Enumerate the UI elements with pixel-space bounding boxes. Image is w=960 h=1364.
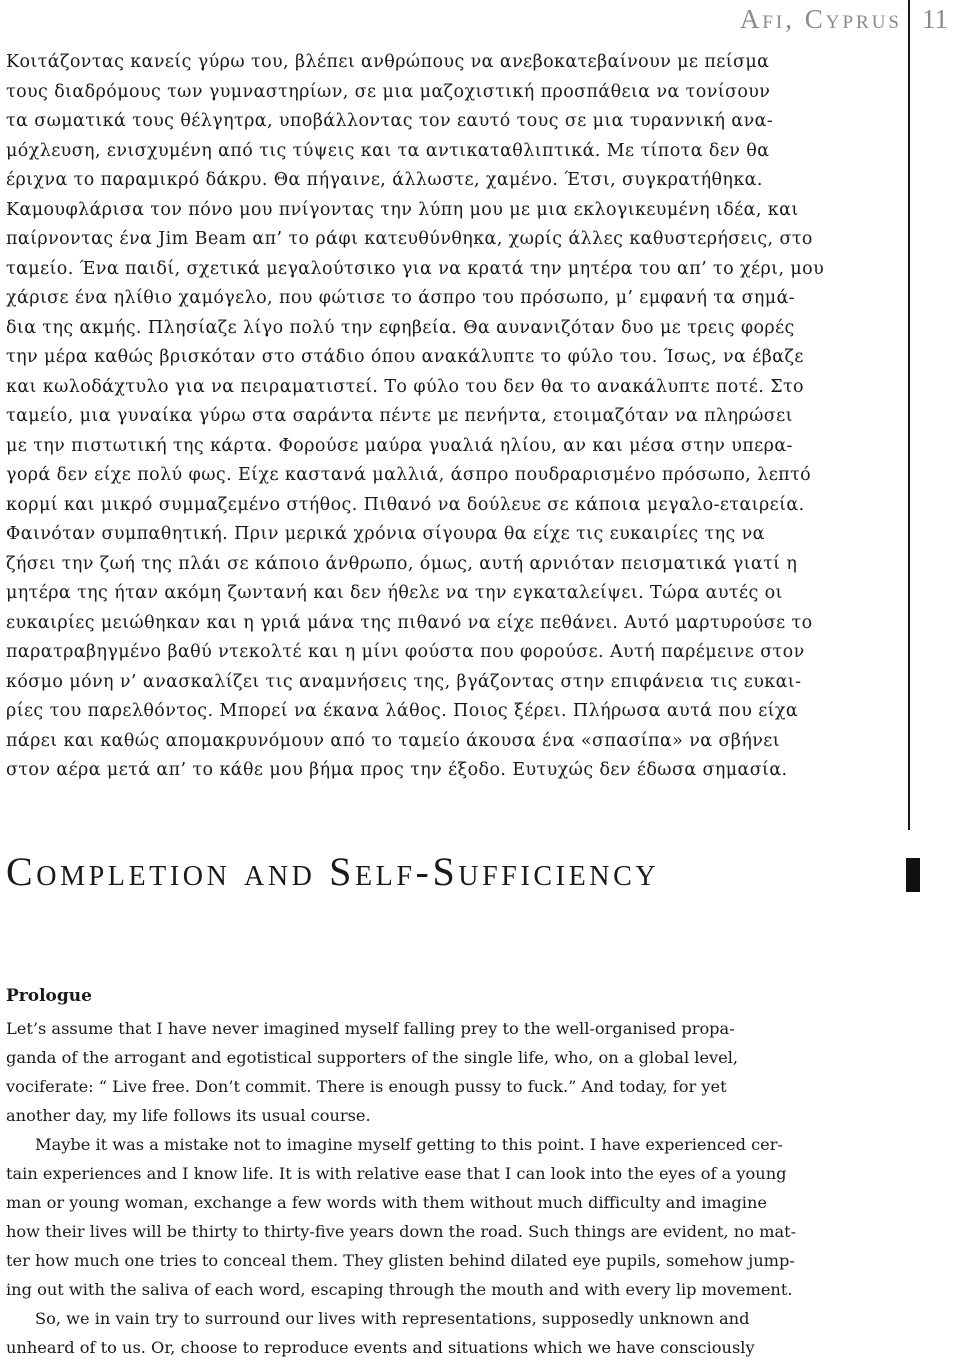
text-line: κορμί και μικρό συμμαζεμένο στήθος. Πιθανό να δούλευε σε κάποια μεγαλο-εταιρεία. <box>6 494 805 515</box>
text-line: man or young woman, exchange a few words with them without much difficulty and imagine <box>6 1193 767 1212</box>
chapter-marker <box>906 858 920 892</box>
text-line: unheard of to us. Or, choose to reproduce events and situations which we have consciously <box>6 1338 755 1357</box>
text-line: και κωλοδάχτυλο για να πειραματιστεί. Το φύλο του δεν θα το ανακάλυπτε ποτέ. Στο <box>6 376 804 397</box>
text-line: χάρισε ένα ηλίθιο χαμόγελο, που φώτισε το άσπρο του πρόσωπο, μ’ εμφανή τα σημά- <box>6 288 796 308</box>
text-line: Κοιτάζοντας κανείς γύρω του, βλέπει ανθρώπους να ανεβοκατεβαίνουν με πείσμα <box>6 52 770 72</box>
paragraph <box>6 1014 876 1130</box>
text-line: Let’s assume that I have never imagined myself falling prey to the well-organised propa- <box>6 1019 735 1038</box>
text-line: ευκαιρίες μειώθηκαν και η γριά μάνα της πιθανό να είχε πεθάνει. Αυτό μαρτυρούσε το <box>6 612 813 633</box>
text-line: κόσμο μόνη ν’ ανασκαλίζει τις αναμνήσεις της, βγάζοντας στην επιφάνεια τις ευκαι- <box>6 671 802 692</box>
text-line: how their lives will be thirty to thirty-five years down the road. Such things are evident, no mat- <box>6 1222 797 1241</box>
page-number: 11 <box>922 4 948 34</box>
text-line: tain experiences and I know life. It is with relative ease that I can look into the eyes of a young <box>6 1164 787 1183</box>
text-line: πάρει και καθώς απομακρυνόμουν από το ταμείο άκουσα ένα «σπασίπα» να σβήνει <box>6 730 780 751</box>
text-line: So, we in vain try to surround our lives with representations, supposedly unknown and <box>35 1309 750 1328</box>
section-subheading: Prologue <box>6 986 92 1006</box>
text-line: vociferate: “ Live free. Don’t commit. There is enough pussy to fuck.” And today, for yet <box>6 1077 727 1096</box>
margin-rule <box>908 0 910 830</box>
running-head: Afi, Cyprus <box>739 4 902 34</box>
text-line: ρίες του παρελθόντος. Μπορεί να έκανα λάθος. Ποιος ξέρει. Πλήρωσα αυτά που είχα <box>6 701 799 721</box>
text-line: γορά δεν είχε πολύ φως. Είχε καστανά μαλλιά, άσπρο πουδραρισμένο πρόσωπο, λεπτό <box>6 465 812 485</box>
text-line: με την πιστωτική της κάρτα. Φορούσε μαύρα γυαλιά ηλίου, αν και μέσα στην υπερα- <box>6 435 793 456</box>
text-line: την μέρα καθώς βρισκόταν στο στάδιο όπου ανακάλυπτε το φύλο του. Ίσως, να έβαζε <box>6 347 804 367</box>
text-line: έριχνα το παραμικρό δάκρυ. Θα πήγαινε, άλλωστε, χαμένο. Έτσι, συγκρατήθηκα. <box>6 170 763 190</box>
text-line: Φαινόταν συμπαθητική. Πριν μερικά χρόνια σίγουρα θα είχε τις ευκαιρίες της να <box>6 524 765 544</box>
chapter-heading: Completion and Self-Sufficiency <box>6 849 660 894</box>
text-line: ter how much one tries to conceal them. They glisten behind dilated eye pupils, somehow jump- <box>6 1251 795 1270</box>
greek-paragraph <box>6 48 876 786</box>
text-line: στον αέρα μετά απ’ το κάθε μου βήμα προς την έξοδο. Ευτυχώς δεν έδωσα σημασία. <box>6 760 788 780</box>
text-line: παρατραβηγμένο βαθύ ντεκολτέ και η μίνι φούστα που φορούσε. Αυτή παρέμεινε στον <box>6 642 805 662</box>
text-line: δια της ακμής. Πλησίαζε λίγο πολύ την εφηβεία. Θα αυνανιζόταν δυο με τρεις φορές <box>6 317 795 338</box>
text-line: Καμουφλάρισα τον πόνο μου πνίγοντας την λύπη μου με μια εκλογικευμένη ιδέα, και <box>6 199 799 220</box>
text-line: another day, my life follows its usual course. <box>6 1106 371 1125</box>
text-line: ταμείο. Ένα παιδί, σχετικά μεγαλούτσικο για να κρατά την μητέρα του απ’ το χέρι, μου <box>6 258 825 279</box>
text-line: ing out with the saliva of each word, escaping through the mouth and with every lip movement. <box>6 1280 793 1299</box>
text-line: μητέρα της ήταν ακόμη ζωντανή και δεν ήθελε να την εγκαταλείψει. Τώρα αυτές οι <box>6 583 783 603</box>
text-line: παίρνοντας ένα Jim Beam απ’ το ράφι κατευθύνθηκα, χωρίς άλλες καθυστερήσεις, στο <box>6 229 813 249</box>
paragraph <box>6 1130 876 1304</box>
text-line: ταμείο, μια γυναίκα γύρω στα σαράντα πέντε με πενήντα, ετοιμαζόταν να πληρώσει <box>6 406 793 426</box>
text-line: Maybe it was a mistake not to imagine myself getting to this point. I have experienced cer- <box>35 1135 783 1154</box>
paragraph <box>6 1304 876 1362</box>
prologue-text <box>6 1014 876 1362</box>
text-line: τους διαδρόμους των γυμναστηρίων, σε μια μαζοχιστική προσπάθεια να τονίσουν <box>6 81 771 102</box>
text-line: ζήσει την ζωή της πλάι σε κάποιο άνθρωπο, όμως, αυτή αρνιόταν πεισματικά γιατί η <box>6 553 798 574</box>
text-line: ganda of the arrogant and egotistical supporters of the single life, who, on a global level, <box>6 1048 739 1067</box>
text-line: τα σωματικά τους θέλγητρα, υποβάλλοντας τον εαυτό τους σε μια τυραννική ανα- <box>6 111 774 131</box>
text-line: μόχλευση, ενισχυμένη από τις τύψεις και τα αντικαταθλιπτικά. Με τίποτα δεν θα <box>6 140 770 161</box>
